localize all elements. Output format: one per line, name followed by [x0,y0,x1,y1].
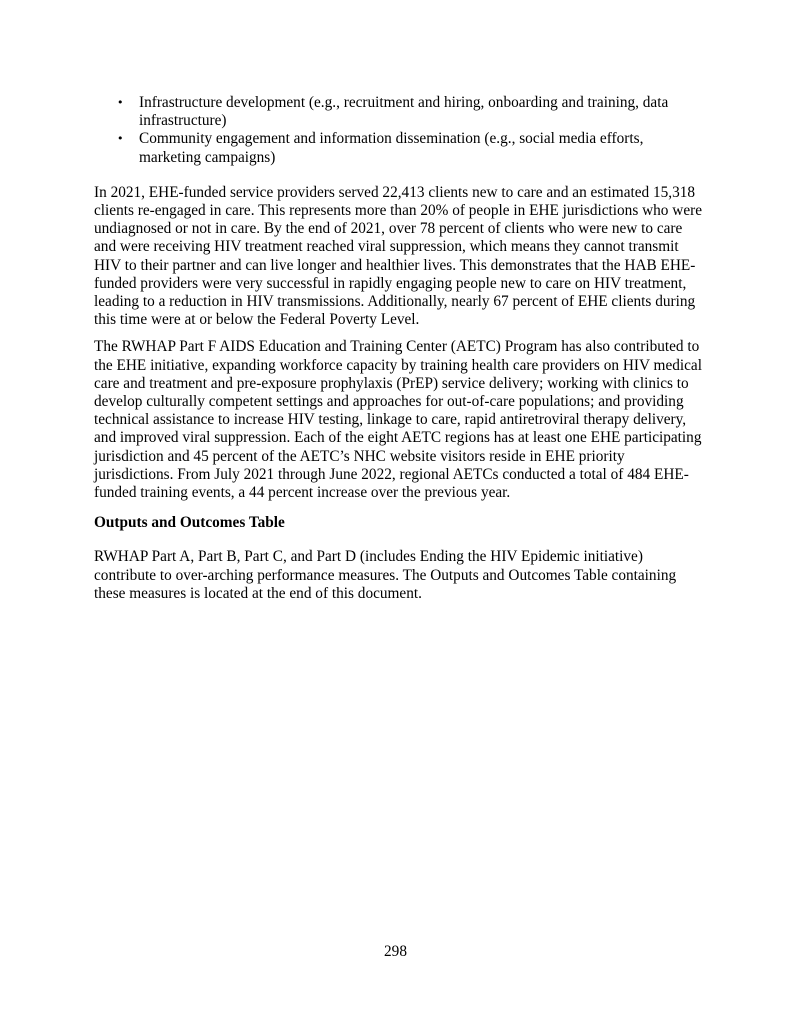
bullet-icon: • [117,132,124,146]
aetc-paragraph: The RWHAP Part F AIDS Education and Training Center (AETC) Program has also contributed to the EHE initiative, expanding workforce capacity by training health care providers on HIV medical care and treatment and pre-exposure prophylaxis (PrEP) service delivery; working with clinics to develop culturally competent settings and approaches for out-of-care populations; and providing technical assistance to increase HIV testing, linkage to care, rapid antiretroviral therapy delivery, and improved viral suppression. Each of the eight AETC regions has at least one EHE participating jurisdiction and 45 percent of the AETC’s NHC website visitors reside in EHE priority jurisdictions. From July 2021 through June 2022, regional AETCs conducted a total of 484 EHE-funded training events, a 44 percent increase over the previous year. [94,338,702,502]
ehe-clients-paragraph: In 2021, EHE-funded service providers served 22,413 clients new to care and an estimated 15,318 clients re-engaged in care. This represents more than 20% of people in EHE jurisdictions who were undiagnosed or not in care. By the end of 2021, over 78 percent of clients who were new to care and were receiving HIV treatment reached viral suppression, which means they cannot transmit HIV to their partner and can live longer and healthier lives. This demonstrates that the HAB EHE-funded providers were very successful in rapidly engaging people new to care on HIV treatment, leading to a reduction in HIV transmissions. Additionally, nearly 67 percent of EHE clients during this time were at or below the Federal Poverty Level. [94,183,702,329]
list-item-text: Infrastructure development (e.g., recruitment and hiring, onboarding and training, data infrastructure) [139,94,669,130]
list-item [94,94,702,130]
page-number: 298 [384,943,407,960]
list-item [94,130,702,166]
bullet-icon: • [117,96,124,109]
outputs-paragraph: RWHAP Part A, Part B, Part C, and Part D (includes Ending the HIV Epidemic initiative) contribute to over-arching performance measures. The Outputs and Outcomes Table containing these measures is located at the end of this document. [94,548,677,602]
section-heading: Outputs and Outcomes Table [94,514,285,532]
list-item-text: Community engagement and information dissemination (e.g., social media efforts, marketing campaigns) [139,130,644,166]
page-content [94,94,702,603]
bullet-list [94,94,702,167]
